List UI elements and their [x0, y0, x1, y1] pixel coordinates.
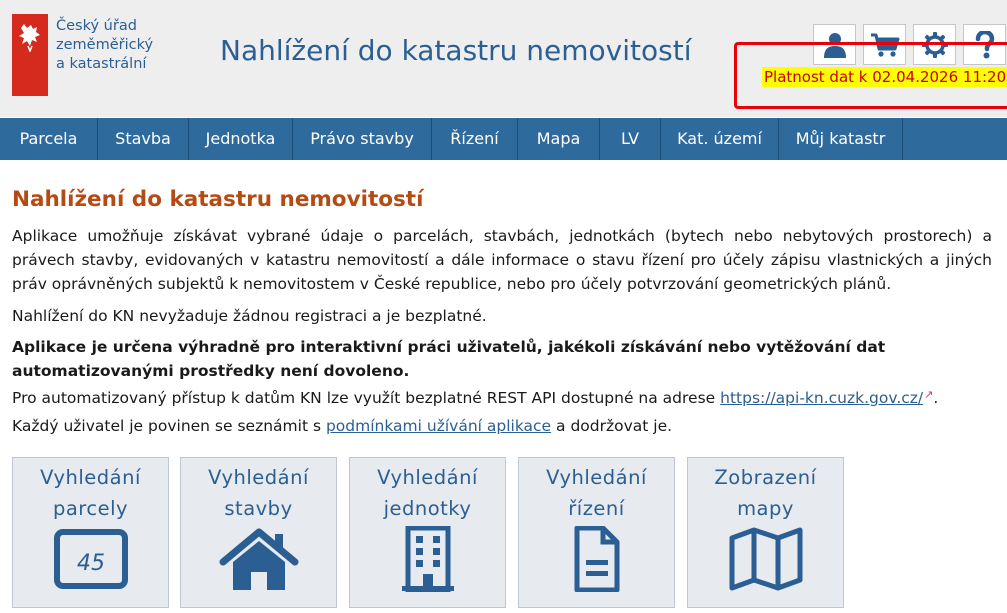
tile-search-building[interactable]	[180, 457, 337, 608]
terms-link[interactable]: podmínkami užívání aplikace	[325, 417, 552, 435]
nav-item-mapa[interactable]: Mapa	[518, 118, 600, 160]
tile-search-unit[interactable]	[349, 457, 506, 608]
tile-label	[13, 462, 168, 524]
tile-label-line-1: Vyhledání	[208, 466, 309, 489]
tile-label-line-1: Zobrazení	[714, 466, 817, 489]
tile-label-line-2: parcely	[52, 497, 129, 520]
nav-item-rizeni[interactable]: Řízení	[432, 118, 518, 160]
data-validity-timestamp: Platnost dat k 02.04.2026 11:20	[764, 68, 1007, 86]
map-icon	[726, 526, 806, 592]
tile-label-line-2: řízení	[568, 497, 625, 520]
org-name-line-1: Český úřad	[56, 18, 137, 34]
document-icon	[557, 526, 637, 592]
building-icon	[388, 526, 468, 592]
tile-label-line-2: mapy	[737, 497, 794, 520]
header	[0, 0, 1007, 117]
org-name[interactable]	[56, 17, 176, 74]
terms-paragraph	[12, 414, 672, 438]
tile-label	[688, 462, 843, 524]
intro-paragraph: Aplikace umožňuje získávat vybrané údaje o parcelách, stavbách, jednotkách (bytech nebo nebytových prostorech) a právech stavby, evidovaných v katastru nemovitostí a dále informace o stavu řízení pro účely zápisu vlastnických a jiných práv oprávněných subjektů k nemovitostem v České republice, nebo pro účely potvrzování geometrických plánů.	[12, 227, 992, 293]
cuzk-logo[interactable]	[12, 14, 48, 96]
tile-search-parcel[interactable]	[12, 457, 169, 608]
app-title: Nahlížení do katastru nemovitostí	[220, 34, 692, 67]
tile-show-map[interactable]	[687, 457, 844, 608]
parcel-icon	[51, 526, 131, 592]
free-note: Nahlížení do KN nevyžaduje žádnou registraci a je bezplatné.	[12, 307, 487, 325]
nav-item-parcela[interactable]: Parcela	[0, 118, 98, 160]
page-title: Nahlížení do katastru nemovitostí	[12, 187, 424, 212]
tile-search-proceedings[interactable]	[518, 457, 675, 608]
nav-item-pravo-stavby[interactable]: Právo stavby	[293, 118, 432, 160]
lion-emblem-icon	[16, 20, 44, 52]
tile-label	[350, 462, 505, 524]
terms-end: a dodržovat je.	[556, 417, 673, 435]
tile-label-line-1: Vyhledání	[377, 466, 478, 489]
tile-label-line-2: jednotky	[383, 497, 472, 520]
tile-label-line-2: stavby	[224, 497, 293, 520]
tile-label-line-1: Vyhledání	[40, 466, 141, 489]
tile-label	[519, 462, 674, 524]
nav-item-kat-uzemi[interactable]: Kat. území	[661, 118, 779, 160]
house-icon	[219, 526, 299, 592]
automation-warning: Aplikace je určena výhradně pro interaktivní práci uživatelů, jakékoli získávání nebo vytěžování dat automatizovanými prostředky není dovoleno.	[12, 338, 886, 380]
tile-label	[181, 462, 336, 524]
org-name-line-2: zeměměřický	[56, 37, 154, 53]
nav-item-lv[interactable]: LV	[600, 118, 661, 160]
api-link[interactable]: https://api-kn.cuzk.gov.cz/	[720, 389, 924, 407]
nav-item-stavba[interactable]: Stavba	[98, 118, 189, 160]
main-navigation	[0, 118, 1007, 160]
highlight-frame	[734, 42, 1007, 109]
parcel-icon-number: 45	[77, 551, 105, 576]
external-link-icon: ↗	[924, 388, 934, 401]
api-end: .	[933, 389, 939, 407]
org-name-line-3: a katastrální	[56, 56, 147, 72]
nav-item-jednotka[interactable]: Jednotka	[189, 118, 293, 160]
api-text: Pro automatizovaný přístup k datům KN lze využít bezplatné REST API dostupné na adrese	[12, 389, 716, 407]
nav-item-muj-katastr[interactable]: Můj katastr	[779, 118, 903, 160]
tile-label-line-1: Vyhledání	[546, 466, 647, 489]
api-paragraph	[12, 383, 938, 410]
terms-text: Každý uživatel je povinen se seznámit s	[12, 417, 322, 435]
